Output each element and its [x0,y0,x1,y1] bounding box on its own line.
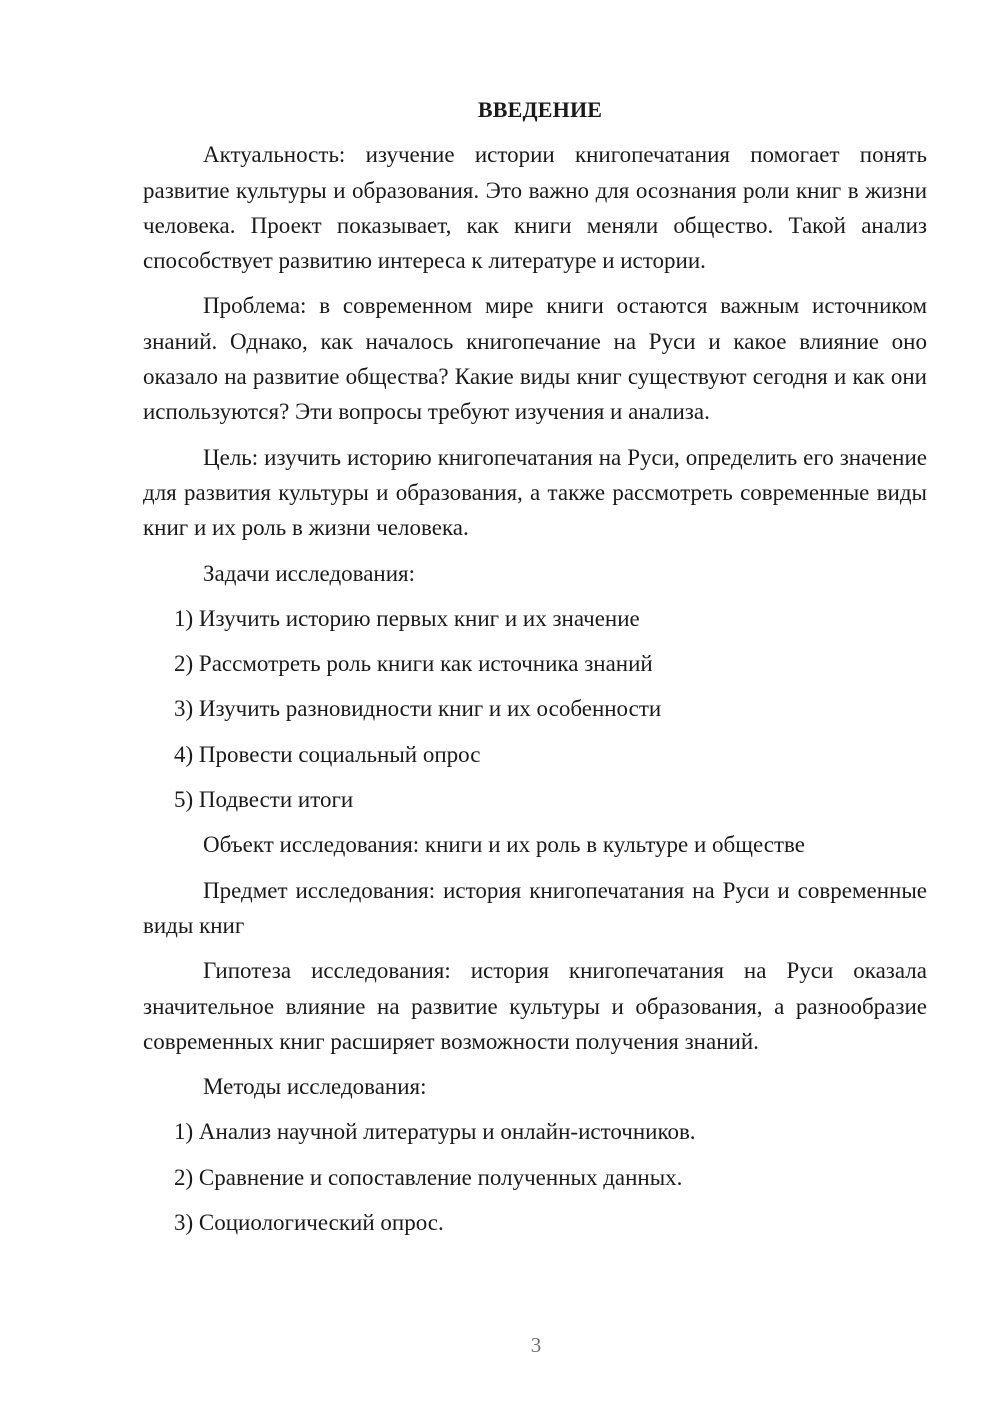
hypothesis-paragraph: Гипотеза исследования: история книгопечатания на Руси оказала значительное влияние на развитие культуры и образования, а разнообразие современных книг расширяет возможности получения знаний. [143,958,927,1054]
problem-paragraph: Проблема: в современном мире книги остаются важным источником знаний. Однако, как началось книгопечание на Руси и какое влияние оно оказало на развитие общества? Какие виды книг существуют сегодня и как они используются? Эти вопросы требуют изучения и анализа. [143,293,927,425]
method-item: 1) Анализ научной литературы и онлайн-источников. [174,1119,696,1145]
section-title: ВВЕДЕНИЕ [477,97,603,122]
page-content [143,92,927,1250]
method-item: 3) Социологический опрос. [174,1210,444,1236]
tasks-heading: Задачи исследования: [203,560,416,586]
task-item: 2) Рассмотреть роль книги как источника знаний [174,651,653,677]
task-item: 3) Изучить разновидности книг и их особенности [174,696,662,722]
goal-paragraph: Цель: изучить историю книгопечатания на Руси, определить его значение для развития культуры и образования, а также рассмотреть современные виды книг и их роль в жизни человека. [143,444,927,541]
methods-list [143,1114,927,1240]
object-paragraph: Объект исследования: книги и их роль в культуре и обществе [203,832,805,858]
tasks-list [143,601,927,817]
method-item: 2) Сравнение и сопоставление полученных данных. [174,1164,683,1190]
task-item: 1) Изучить историю первых книг и их значение [174,605,640,631]
subject-paragraph: Предмет исследования: история книгопечатания на Руси и современные виды книг [143,877,927,938]
task-item: 5) Подвести итоги [174,787,354,813]
relevance-paragraph: Актуальность: изучение истории книгопечатания помогает понять развитие культуры и образования. Это важно для осознания роли книг в жизни человека. Проект показывает, как книги меняли общество. Такой анализ способствует развитию интереса к литературе и истории. [143,142,927,274]
task-item: 4) Провести социальный опрос [174,741,481,767]
methods-heading: Методы исследования: [203,1074,427,1100]
page-number: 3 [530,1333,542,1357]
